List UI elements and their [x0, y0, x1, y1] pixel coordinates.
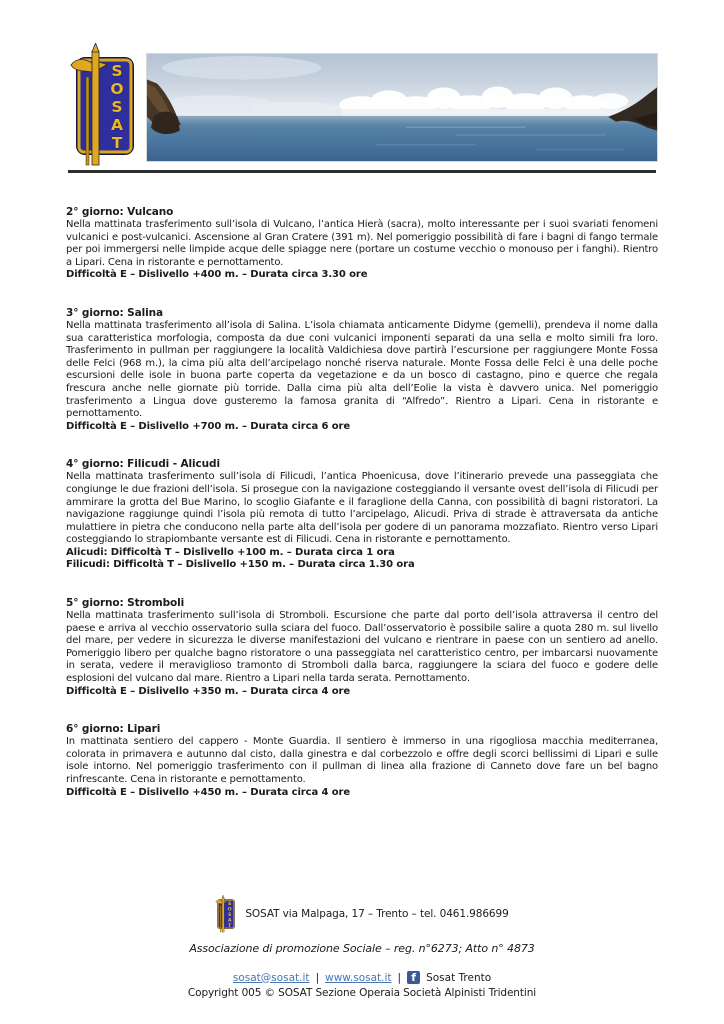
section-title: 4° giorno: Filicudi - Alicudi	[66, 458, 220, 471]
section-title: 6° giorno: Lipari	[66, 723, 161, 736]
section-body: In mattinata sentiero del cappero - Monte Guardia. Il sentiero è immerso in una rigogliosa macchia mediterranea, colorata in primavera e autunno dal cisto, dalla ginestra e dal corbezzolo e offre degli scorci bellissimi di Lipari e sulle isole intorno. Nel pomeriggio trasferimento con il pullman di linea alla frazione di Canneto dove fare un bel bagno rinfrescante. Cena in ristorante e pernottamento.	[66, 736, 658, 785]
sea	[147, 116, 657, 161]
svg-text:A: A	[111, 116, 123, 134]
sosat-logo	[70, 43, 140, 168]
section-body: Nella mattinata trasferimento sull’isola di Stromboli. Escursione che parte dal porto dell’isola attraversa il centro del paese e arriva al vecchio osservatorio sulla sciara del fuoco. Dall’osservatorio è possibile salire a quota 280 m. sul livello del mare, per vedere in sicurezza le diverse manifestazioni del vulcano e rientrare in paese con un sentiero ad anello. Pomeriggio libero per qualche bagno ristoratore o una passeggiata nel caratteristico centro, per imbarcarsi nuovamente in serata, vedere il meraviglioso tramonto di Stromboli dalla barca, raggiungere la sciara del fuoco e godere delle esplosioni del vulcano dal mare. Rientro a Lipari nella tarda serata. Pernottamento.	[66, 610, 658, 685]
difficulty-line: Difficoltà E – Dislivello +450 m. – Durata circa 4 ore	[66, 786, 351, 798]
ice-axe-shaft	[92, 51, 99, 165]
itinerary-content	[66, 206, 658, 824]
svg-text:S: S	[111, 98, 123, 116]
difficulty-line: Difficoltà E – Dislivello +400 m. – Durata circa 3.30 ore	[66, 269, 368, 281]
header-divider	[68, 170, 656, 173]
page-header	[66, 43, 658, 170]
ice-axe-spike	[92, 43, 99, 52]
email-link[interactable]: sosat@sosat.it	[232, 971, 310, 984]
svg-text:O: O	[227, 907, 232, 913]
footer-copyright: Copyright 005 © SOSAT Sezione Operaia Società Alpinisti Tridentini	[187, 987, 537, 999]
svg-text:S: S	[111, 62, 123, 80]
section-title: 5° giorno: Stromboli	[66, 597, 185, 610]
section-day2-vulcano	[66, 206, 658, 282]
section-body: Nella mattinata trasferimento all’isola di Salina. L’isola chiamata anticamente Didyme (gemelli), prendeva il nome dalla sua caratteristica morfologia, composta da due coni vulcanici imponenti separati da una sella e molto simili fra loro. Trasferimento in pullman per raggiungere la località Valdichiesa dove partirà l’escursione per raggiungere Monte Fossa delle Felci (968 m.), la cima più alta dell’arcipelago nonché riserva naturale. Monte Fossa delle Felci è una delle poche escursioni delle isole in buona parte coperta da vegetazione e da un bosco di castagno, pino e querce che regala frescura anche nelle giornate più torride. Dalla cima più alta dell’Eolie la vista è davvero unica. Nel pomeriggio trasferimento a Lingua dove gusteremo la famosa granita di “Alfredo”. Rientro a Lipari. Cena in ristorante e pernottamento.	[66, 319, 658, 420]
ice-axe-secondary-shaft	[86, 77, 89, 165]
facebook-label: Sosat Trento	[426, 971, 492, 984]
link-separator: |	[315, 971, 320, 984]
footer-address: SOSAT via Malpaga, 17 – Trento – tel. 0461.986699	[245, 908, 509, 920]
section-day5-stromboli	[66, 597, 658, 698]
section-day3-salina	[66, 307, 658, 433]
page-footer	[0, 894, 724, 999]
svg-text:A: A	[228, 918, 232, 924]
header-sea-photo	[146, 53, 658, 162]
svg-text:O: O	[110, 80, 124, 98]
facebook-icon[interactable]: f	[407, 971, 420, 984]
section-body: Nella mattinata trasferimento sull’isola di Filicudi, l’antica Phoenicusa, dove l’itinerario prevede una passeggiata che congiunge le due frazioni dell’isola. Si prosegue con la navigazione costeggiando il versante ovest dell’isola di Filicudi per ammirare la grotta del Bue Marino, lo scoglio Giafante e il faraglione della Canna, con possibilità di bagni ristoratori. La navigazione raggiunge quindi l’isola più remota di tutto l’arcipelago, Alicudi. Priva di strade è attraversata da antiche mulattiere in pietra che conducono nella parte alta dell’isola per godere di un panorama mozzafiato. Rientro verso Lipari costeggiando lo strapiombante versante est di Filicudi. Cena in ristorante e pernottamento.	[66, 471, 658, 546]
section-day6-lipari	[66, 723, 658, 799]
difficulty-line: Difficoltà E – Dislivello +350 m. – Durata circa 4 ore	[66, 685, 351, 697]
section-title: 3° giorno: Salina	[66, 306, 163, 319]
footer-address-row	[0, 894, 724, 934]
footer-links-row	[0, 971, 724, 984]
difficulty-line: Difficoltà E – Dislivello +700 m. – Durata circa 6 ore	[66, 420, 351, 432]
logo-letters	[110, 62, 123, 152]
sosat-logo-small	[215, 895, 237, 933]
section-body: Nella mattinata trasferimento sull’isola di Vulcano, l’antica Hierà (sacra), molto interessante per i suoi svariati fenomeni vulcanici e post-vulcanici. Ascensione al Gran Cratere (391 m). Nel pomeriggio possibilità di fare i bagni di fango termale per poi immergersi nelle limpide acque delle spiagge nere (portare un costume vecchio o monouso per i fanghi). Rientro a Lipari. Cena in ristorante e pernottamento.	[66, 219, 658, 268]
link-separator: |	[397, 971, 402, 984]
difficulty-line: Filicudi: Difficoltà T – Dislivello +150 m. – Durata circa 1.30 ora	[66, 559, 415, 571]
footer-association: Associazione di promozione Sociale – reg. n°6273; Atto n° 4873	[189, 942, 535, 955]
section-title: 2° giorno: Vulcano	[66, 206, 174, 218]
svg-text:S: S	[228, 902, 232, 908]
difficulty-line: Alicudi: Difficoltà T – Dislivello +100 m. – Durata circa 1 ora	[66, 546, 395, 558]
svg-text:T: T	[228, 923, 232, 929]
svg-text:T: T	[111, 134, 123, 152]
svg-text:S: S	[228, 912, 232, 918]
section-day4-filicudi-alicudi	[66, 458, 658, 572]
website-link[interactable]: www.sosat.it	[325, 971, 392, 984]
ice-axe-pick	[71, 59, 92, 72]
